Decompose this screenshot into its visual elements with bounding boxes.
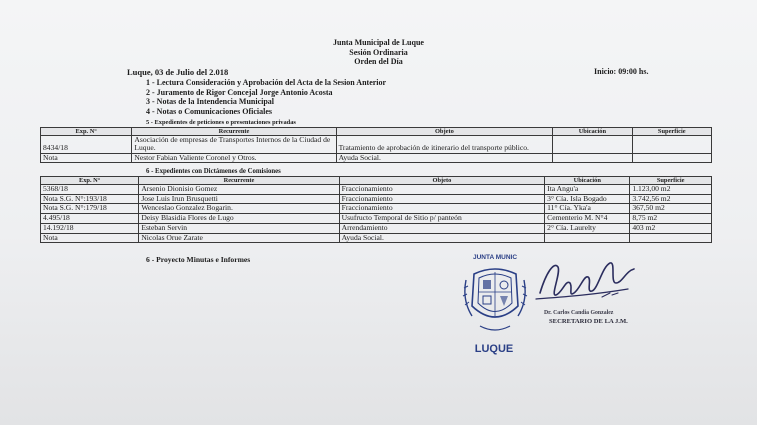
column-header: Superficie [632,128,711,136]
session-title: Sesión Ordinaria [349,48,408,57]
cell-recurrente: Nicolas Orue Zarate [139,233,339,243]
cell-recurrente: Deisy Blasidia Flores de Lugo [139,214,339,224]
cell-objeto: Fraccionamiento [339,194,545,204]
column-header: Ubicación [545,177,630,185]
cell-exp: 14.192/18 [41,223,139,233]
cell-ubicacion: 11° Cía. Yka'a [545,204,630,214]
cell-objeto: Tratamiento de aprobación de itinerario del transporte público. [336,136,553,154]
agenda-item: 1 - Lectura Consideración y Aprobación del Acta de la Sesion Anterior [146,78,387,87]
signatory-name: Dr. Carlos Candia Gonzalez [544,310,614,316]
table-row [41,233,712,243]
cell-exp: Nota [41,153,132,162]
cell-ubicacion: Cementerio M. N°4 [545,214,630,224]
table-row [41,223,712,233]
section6-title: 6 - Expedientes con Dictámenes de Comisiones [146,168,281,175]
cell-superficie [632,136,711,154]
cell-exp: Nota [41,233,139,243]
meeting-date: Luque, 03 de Julio del 2.018 [127,67,229,77]
cell-objeto: Usufructo Temporal de Sitio p/ panteón [339,214,545,224]
agenda-item: 2 - Juramento de Rigor Concejal Jorge Antonio Acosta [146,87,333,97]
cell-superficie: 367,50 m2 [630,204,712,214]
cell-exp: Nota S.G. N°:179/18 [41,204,139,214]
cell-superficie: 403 m2 [630,223,712,233]
cell-recurrente: Arsenio Dionisio Gomez [139,185,339,195]
cell-superficie [630,233,712,243]
section5-title: 5 - Expedientes de peticiones o presentaciones privadas [146,118,296,126]
cell-ubicacion [553,153,632,162]
municipal-seal-icon [458,250,532,362]
cell-objeto: Ayuda Social. [336,153,553,162]
institution-title: Junta Municipal de Luque [333,38,424,47]
cell-superficie: 3.742,56 m2 [630,194,712,204]
cell-recurrente: Asociación de empresas de Transportes Internos de la Ciudad de Luque. [132,136,336,154]
signatory-title: SECRETARIO DE LA J.M. [549,318,628,325]
table-header-row [41,128,712,136]
agenda-item: 3 - Notas de la Intendencia Municipal [146,97,275,107]
column-header: Objeto [336,128,553,136]
cell-superficie: 8,75 m2 [630,214,712,224]
projects-heading: 6 - Proyecto Minutas e Informes [146,255,251,264]
cell-recurrente: Esteban Servin [139,223,339,233]
table-header-row [41,177,712,185]
svg-text:LUQUE: LUQUE [474,343,514,355]
cell-ubicacion: 2° Cía. Laurelty [545,223,630,233]
cell-exp: Nota S.G. N°:193/18 [41,194,139,204]
cell-recurrente: Jose Luis Irun Brusquetti [139,194,339,204]
order-title: Orden del Día [354,57,403,66]
cell-ubicacion [545,233,630,243]
agenda-list [146,78,386,116]
column-header: Objeto [339,177,545,185]
table-row [41,136,712,154]
cell-superficie: 1.123,00 m2 [630,185,712,195]
cell-ubicacion: 3° Cía. Isla Bogado [545,194,630,204]
cell-superficie [632,153,711,162]
cell-ubicacion: Ita Angu'a [545,185,630,195]
cell-exp: 8434/18 [41,136,132,154]
signature-icon [532,253,642,311]
cell-ubicacion [553,136,632,154]
cell-exp: 4.495/18 [41,214,139,224]
table-row [41,153,712,162]
column-header: Exp. N° [41,177,139,185]
commission-reports-table [40,176,712,243]
table-row [41,204,712,214]
agenda-item: 4 - Notas o Comunicaciones Oficiales [146,106,272,116]
table-row [41,214,712,224]
column-header: Exp. N° [41,128,132,136]
cell-recurrente: Nestor Fabian Valiente Coronel y Otros. [132,153,336,162]
cell-recurrente: Wenceslao Gonzalez Bogarin. [139,204,339,214]
column-header: Recurrente [139,177,339,185]
cell-objeto: Fraccionamiento [339,185,545,195]
table-row [41,185,712,195]
start-time: Inicio: 09:00 hs. [594,67,649,76]
cell-objeto: Arrendamiento [339,223,545,233]
column-header: Superficie [630,177,712,185]
column-header: Recurrente [132,128,336,136]
svg-text:JUNTA MUNIC: JUNTA MUNIC [472,254,518,261]
private-petitions-table [40,127,712,163]
column-header: Ubicación [553,128,632,136]
cell-objeto: Ayuda Social. [339,233,545,243]
cell-exp: 5368/18 [41,185,139,195]
cell-objeto: Fraccionamiento [339,204,545,214]
table-row [41,194,712,204]
